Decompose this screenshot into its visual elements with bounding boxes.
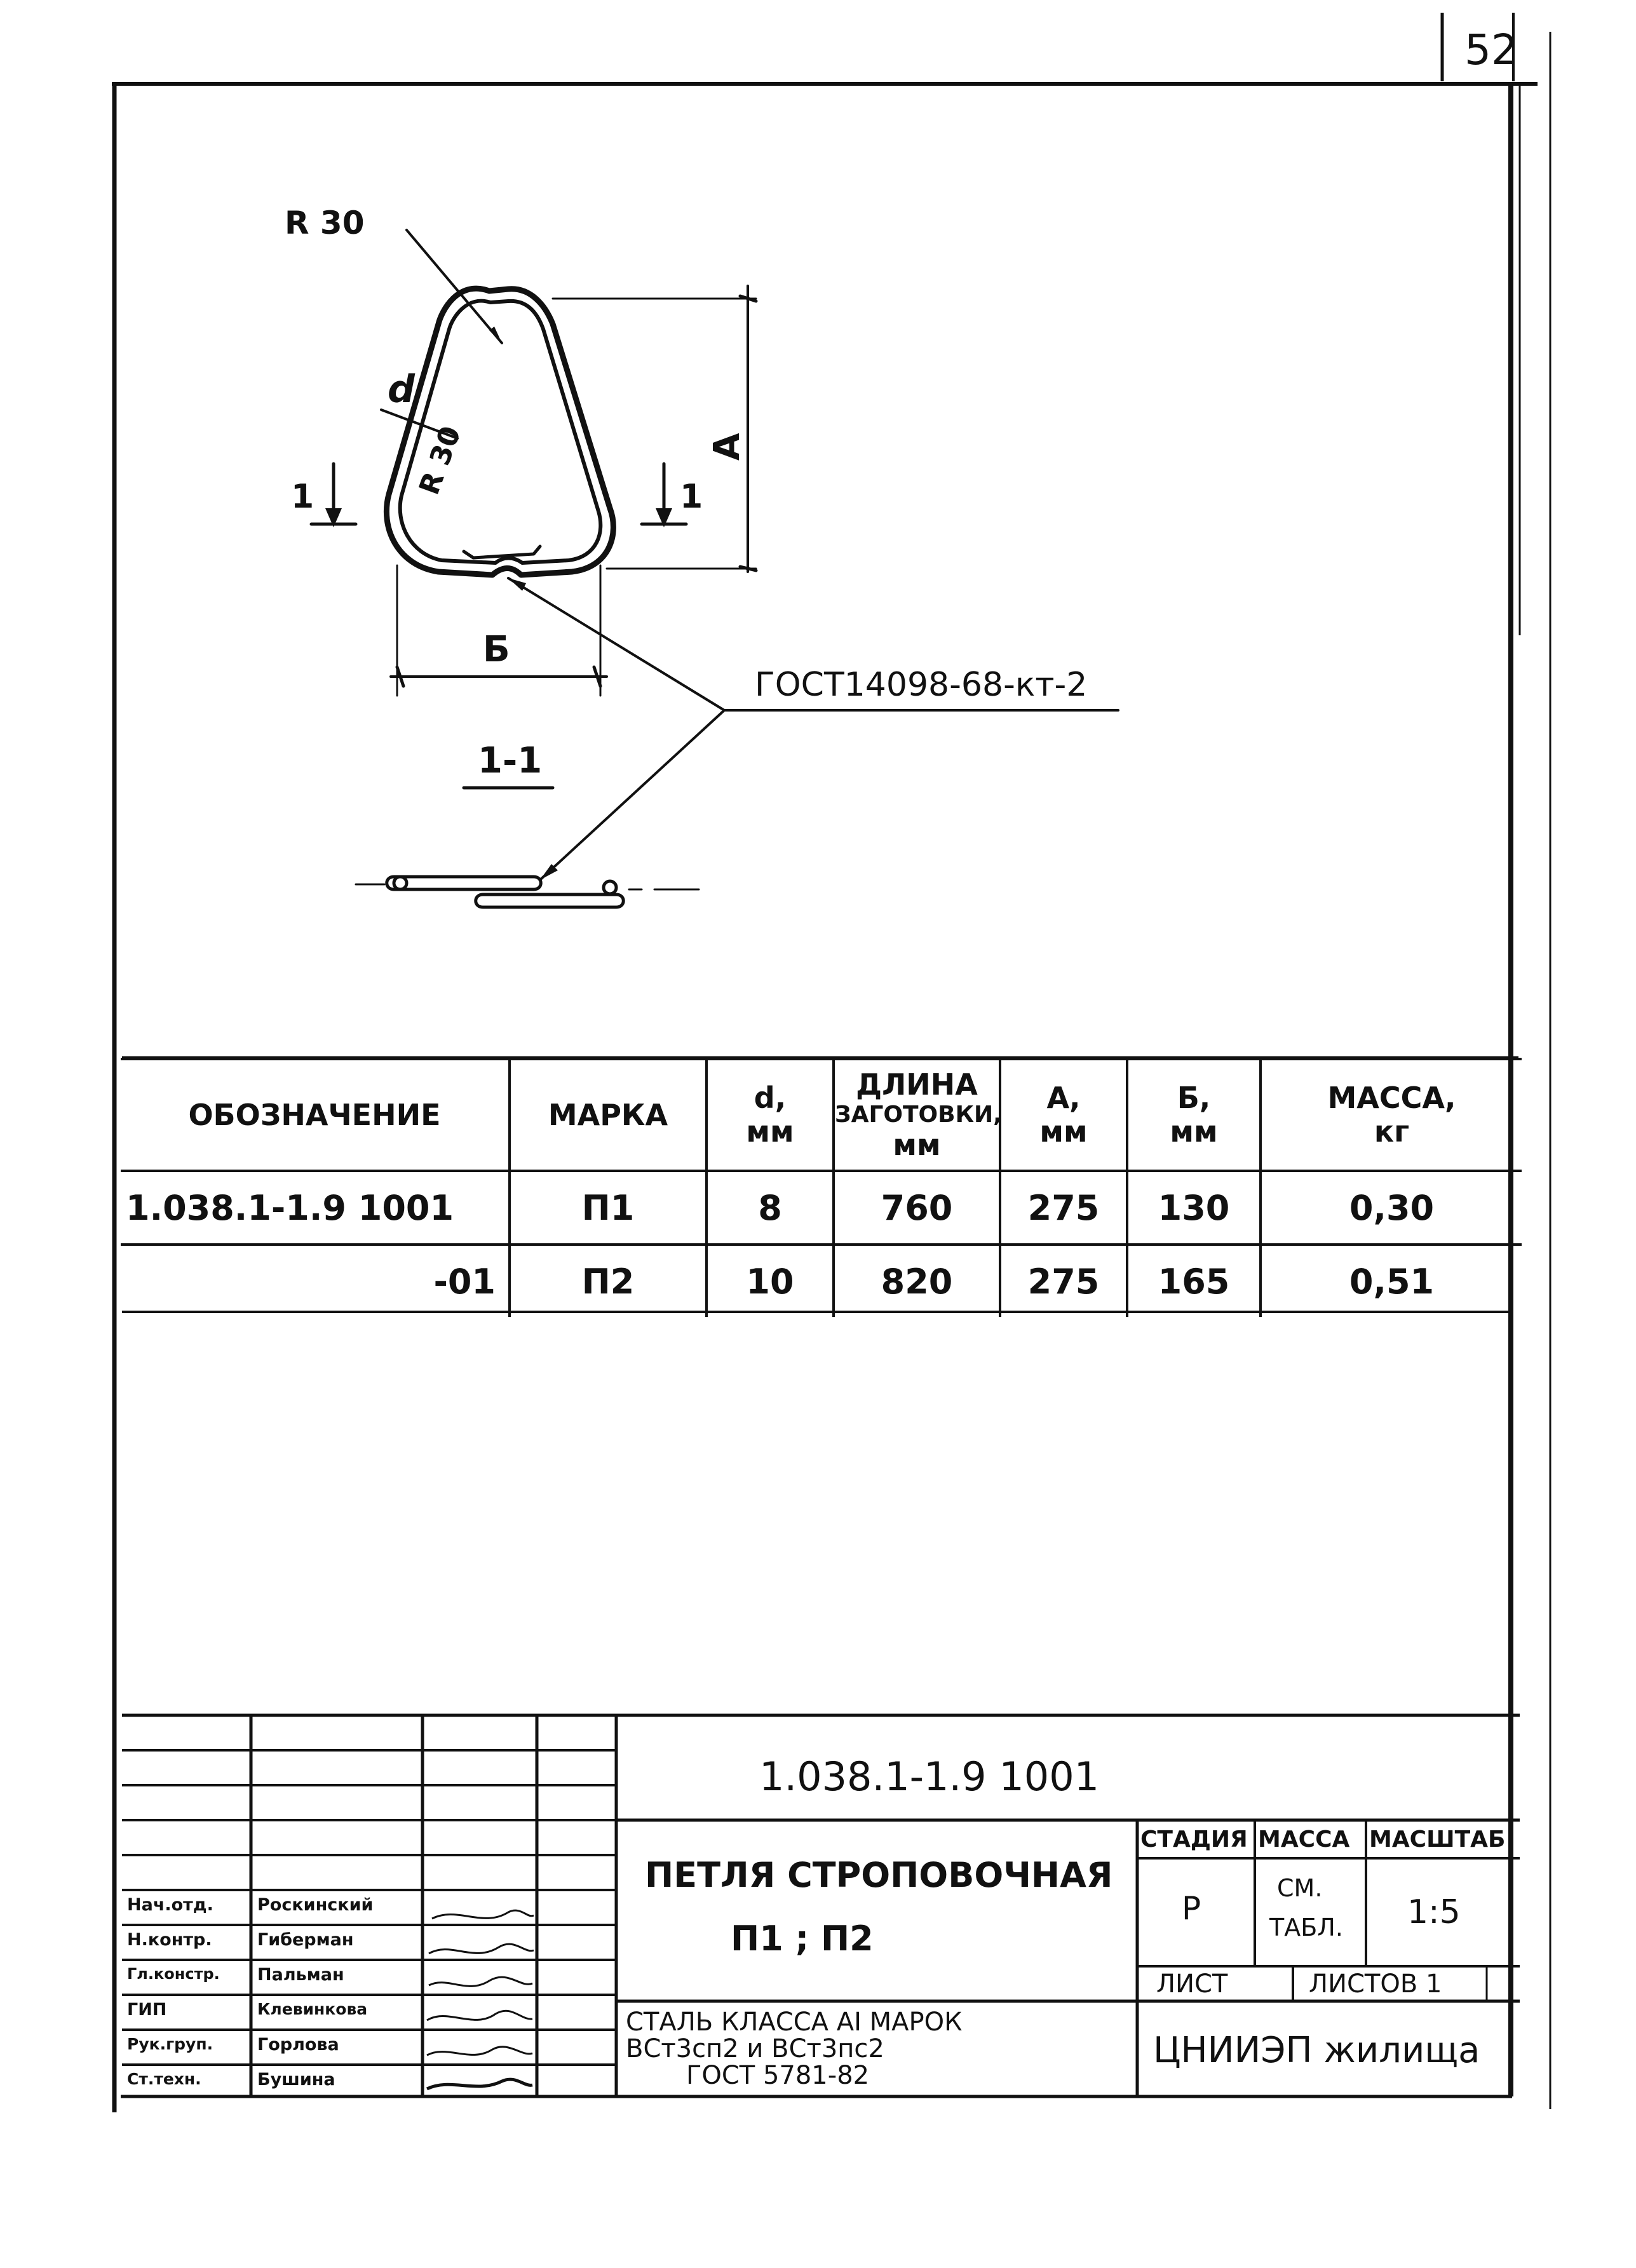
header-length-line2: ЗАГОТОВКИ, bbox=[835, 1102, 1002, 1128]
signature-role: Гл.констр. bbox=[127, 1965, 220, 1983]
row2-d: 10 bbox=[706, 1245, 834, 1317]
signature-name: Роскинский bbox=[257, 1895, 374, 1915]
row1-d: 8 bbox=[706, 1171, 834, 1245]
outer-radius-label: R 30 bbox=[285, 205, 365, 241]
material-line2: ВСт3сп2 и ВСт3пс2 bbox=[626, 2034, 884, 2063]
row2-length: 820 bbox=[834, 1245, 1000, 1317]
sheets-label: ЛИСТОВ 1 bbox=[1309, 1969, 1442, 1999]
title-line1: ПЕТЛЯ СТРОПОВОЧНАЯ bbox=[645, 1855, 1113, 1895]
signature-role: Ст.техн. bbox=[127, 2070, 201, 2088]
signature-name: Бушина bbox=[257, 2070, 335, 2089]
header-d-symbol: d, bbox=[754, 1081, 787, 1116]
diameter-label: d bbox=[388, 367, 415, 412]
sheet-number: 52 bbox=[1464, 25, 1518, 74]
scale-header: МАСШТАБ bbox=[1369, 1826, 1506, 1853]
header-b-unit: мм bbox=[1170, 1114, 1218, 1149]
row1-designation: 1.038.1-1.9 1001 bbox=[121, 1171, 510, 1245]
header-length-line1: ДЛИНА bbox=[856, 1067, 978, 1102]
signature-role: Н.контр. bbox=[127, 1930, 212, 1950]
header-length-unit: мм bbox=[893, 1127, 941, 1162]
row2-mass: 0,51 bbox=[1261, 1245, 1522, 1317]
row2-b: 165 bbox=[1127, 1245, 1261, 1317]
row1-mark: П1 bbox=[510, 1171, 706, 1245]
scale-value: 1:5 bbox=[1407, 1893, 1461, 1931]
signature-name: Клевинкова bbox=[257, 2000, 368, 2018]
stage-header: СТАДИЯ bbox=[1140, 1826, 1248, 1853]
row2-designation: -01 bbox=[121, 1245, 510, 1317]
header-designation: ОБОЗНАЧЕНИЕ bbox=[121, 1059, 510, 1171]
inner-radius-label: R 30 bbox=[413, 422, 468, 499]
header-b-symbol: Б, bbox=[1177, 1081, 1211, 1116]
signature-name: Гиберман bbox=[257, 1930, 354, 1950]
mass-value-line2: ТАБЛ. bbox=[1269, 1914, 1343, 1941]
header-mass-label: МАССА, bbox=[1327, 1081, 1456, 1116]
row1-mass: 0,30 bbox=[1261, 1171, 1522, 1245]
signature-name: Горлова bbox=[257, 2035, 339, 2055]
sheet-label: ЛИСТ bbox=[1156, 1969, 1228, 1999]
row1-b: 130 bbox=[1127, 1171, 1261, 1245]
section-mark-right: 1 bbox=[680, 478, 703, 516]
row2-a: 275 bbox=[1000, 1245, 1127, 1317]
header-d-unit: мм bbox=[746, 1114, 794, 1149]
row1-length: 760 bbox=[834, 1171, 1000, 1245]
signature-name: Пальман bbox=[257, 1965, 344, 1985]
mass-header: МАССА bbox=[1258, 1826, 1350, 1853]
mass-value-line1: СМ. bbox=[1277, 1874, 1323, 1902]
title-line2: П1 ; П2 bbox=[731, 1919, 874, 1959]
row1-a: 275 bbox=[1000, 1171, 1127, 1245]
section-mark-left: 1 bbox=[291, 478, 314, 516]
row2-mark: П2 bbox=[510, 1245, 706, 1317]
dimension-b-label: Б bbox=[483, 629, 510, 670]
header-mass-unit: кг bbox=[1374, 1114, 1410, 1149]
signature-role: Нач.отд. bbox=[127, 1895, 213, 1915]
header-a-unit: мм bbox=[1039, 1114, 1088, 1149]
document-code: 1.038.1-1.9 1001 bbox=[759, 1753, 1100, 1800]
organization-name: ЦНИИЭП жилища bbox=[1153, 2030, 1480, 2071]
weld-standard-label: ГОСТ14098-68-кт-2 bbox=[755, 666, 1088, 704]
material-line1: СТАЛЬ КЛАССА АI МАРОК bbox=[626, 2008, 963, 2037]
header-mark: МАРКА bbox=[510, 1059, 706, 1171]
signature-role: Рук.груп. bbox=[127, 2035, 213, 2053]
header-a-symbol: А, bbox=[1046, 1081, 1081, 1116]
section-title: 1-1 bbox=[478, 740, 543, 781]
material-line3: ГОСТ 5781-82 bbox=[686, 2061, 870, 2090]
signature-role: ГИП bbox=[127, 2000, 167, 2020]
dimension-a-label: A bbox=[706, 433, 748, 461]
stage-value: Р bbox=[1182, 1890, 1201, 1927]
